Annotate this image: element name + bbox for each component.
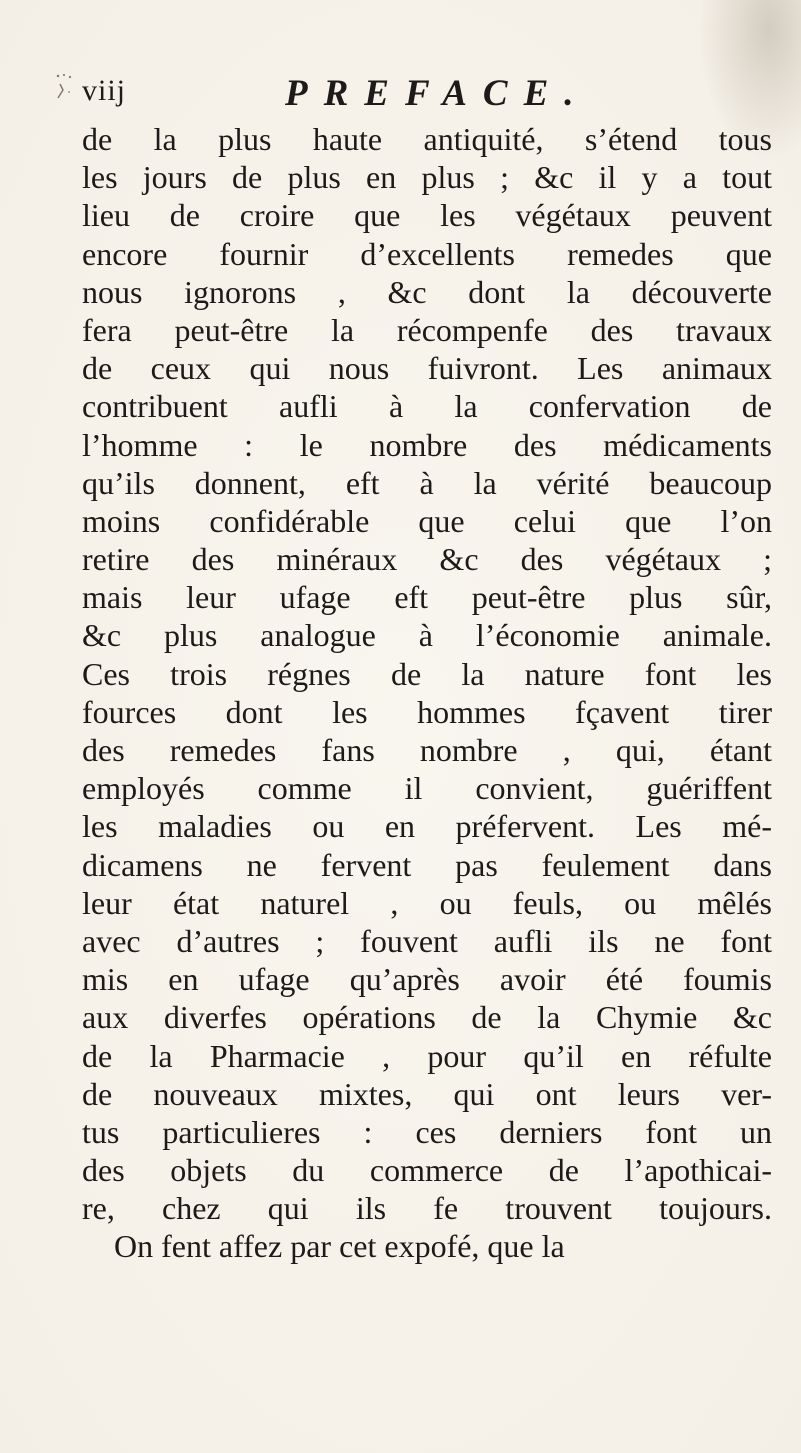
text-line: nous ignorons , &c dont la découverte — [82, 273, 772, 310]
text-line: de la Pharmacie , pour qu’il en réfulte — [82, 1037, 772, 1074]
text-line: On fent affez par cet expofé, que la — [114, 1228, 565, 1265]
text-line: contribuent aufli à la confervation de — [82, 388, 772, 425]
text-line: mis en ufage qu’après avoir été foumis — [82, 961, 772, 998]
text-line: les jours de plus en plus ; &c il y a tout — [82, 159, 772, 196]
text-line: fera peut-être la récompenfe des travaux — [82, 311, 772, 348]
text-line: aux diverfes opérations de la Chymie &c — [82, 999, 772, 1036]
text-line: leur état naturel , ou feuls, ou mêlés — [82, 884, 772, 921]
text-line: avec d’autres ; fouvent aufli ils ne font — [82, 922, 772, 959]
text-line: l’homme : le nombre des médicaments — [82, 426, 772, 463]
body-text — [82, 120, 772, 1266]
text-line: fources dont les hommes fçavent tirer — [82, 693, 772, 730]
text-line: de la plus haute antiquité, s’étend tous — [82, 121, 772, 157]
text-line: les maladies ou en préfervent. Les mé- — [82, 808, 772, 845]
text-line: &c plus analogue à l’économie animale. — [82, 617, 772, 654]
page-header — [82, 68, 762, 112]
text-line: lieu de croire que les végétaux peuvent — [82, 197, 772, 234]
text-line: re, chez qui ils fe trouvent toujours. — [82, 1190, 772, 1227]
text-line: dicamens ne fervent pas feulement dans — [82, 846, 772, 883]
ink-smudge-mark — [54, 70, 76, 110]
page-number: viij — [82, 74, 127, 107]
text-line: encore fournir d’excellents remedes que — [82, 235, 772, 272]
text-line: qu’ils donnent, eft à la vérité beaucoup — [82, 464, 772, 501]
text-line: employés comme il convient, guériffent — [82, 770, 772, 807]
text-line: moins confidérable que celui que l’on — [82, 502, 772, 539]
text-line: de ceux qui nous fuivront. Les animaux — [82, 350, 772, 387]
text-line: retire des minéraux &c des végétaux ; — [82, 541, 772, 578]
text-line: de nouveaux mixtes, qui ont leurs ver- — [82, 1075, 772, 1112]
text-line: des objets du commerce de l’apothicai- — [82, 1152, 772, 1189]
text-line: tus particulieres : ces derniers font un — [82, 1113, 772, 1150]
running-head-title: PREFACE. — [285, 73, 590, 114]
text-line: Ces trois régnes de la nature font les — [82, 655, 772, 692]
text-line: des remedes fans nombre , qui, étant — [82, 732, 772, 768]
text-line: mais leur ufage eft peut-être plus sûr, — [82, 579, 772, 616]
